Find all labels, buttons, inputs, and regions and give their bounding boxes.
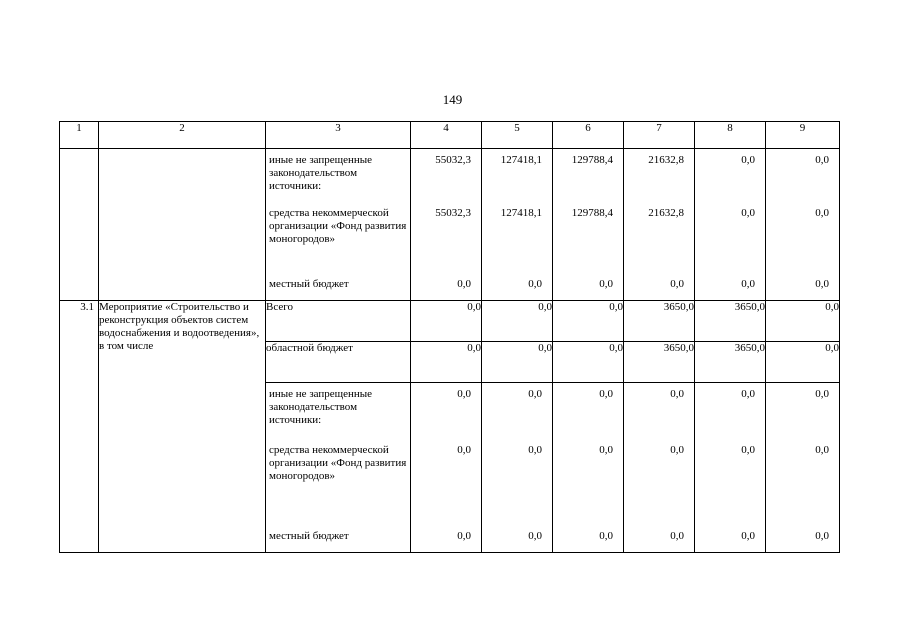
item-value-col-6: 0,0	[553, 342, 624, 383]
item-other-col-4	[411, 383, 482, 553]
item-other-col-8	[695, 383, 766, 553]
continuation-value: 0,0	[815, 207, 829, 219]
continuation-value: 129788,4	[571, 207, 613, 219]
continuation-value: 0,0	[741, 154, 755, 166]
continuation-value-stack	[766, 149, 839, 300]
item-other-value: 0,0	[670, 444, 684, 456]
item-other-value: 0,0	[815, 530, 829, 542]
item-other-source: средства некоммерческой организации «Фонд развития моногородов»	[269, 444, 407, 482]
continuation-value: 55032,3	[435, 154, 471, 166]
header-cell-1: 1	[60, 122, 99, 149]
continuation-value: 0,0	[457, 278, 471, 290]
item-other-value: 0,0	[457, 444, 471, 456]
item-other-value-stack	[482, 383, 552, 552]
item-other-value: 0,0	[599, 530, 613, 542]
continuation-value-stack	[624, 149, 694, 300]
continuation-row	[60, 149, 840, 301]
header-cell-6: 6	[553, 122, 624, 149]
item-other-source-stack	[266, 383, 410, 552]
header-cell-5: 5	[482, 122, 553, 149]
continuation-value: 0,0	[670, 278, 684, 290]
item-value-col-5: 0,0	[482, 301, 553, 342]
item-row	[60, 301, 840, 342]
item-other-value: 0,0	[528, 444, 542, 456]
item-other-value: 0,0	[457, 530, 471, 542]
item-other-value: 0,0	[815, 444, 829, 456]
item-name: Мероприятие «Строительство и реконструкция объектов систем водоснабжения и водоотведения», в том числе	[99, 301, 266, 553]
item-other-value: 0,0	[528, 388, 542, 400]
continuation-value-stack	[695, 149, 765, 300]
continuation-col-6	[553, 149, 624, 301]
item-other-value-stack	[766, 383, 839, 552]
continuation-value: 55032,3	[435, 207, 471, 219]
item-value-col-9: 0,0	[766, 301, 840, 342]
budget-table	[59, 121, 840, 553]
continuation-col-5	[482, 149, 553, 301]
item-other-source: местный бюджет	[269, 530, 349, 542]
item-other-value-stack	[411, 383, 481, 552]
item-other-value-stack	[695, 383, 765, 552]
continuation-col-7	[624, 149, 695, 301]
continuation-value: 21632,8	[648, 207, 684, 219]
continuation-value: 0,0	[815, 278, 829, 290]
continuation-col-9	[766, 149, 840, 301]
continuation-source-stack	[266, 149, 410, 300]
item-value-col-5: 0,0	[482, 342, 553, 383]
item-value-col-4: 0,0	[411, 301, 482, 342]
header-cell-9: 9	[766, 122, 840, 149]
item-other-value: 0,0	[457, 388, 471, 400]
continuation-value: 129788,4	[571, 154, 613, 166]
continuation-source-cell	[266, 149, 411, 301]
header-row	[60, 122, 840, 149]
continuation-value: 0,0	[599, 278, 613, 290]
continuation-value: 0,0	[741, 207, 755, 219]
item-other-value: 0,0	[670, 388, 684, 400]
item-value-col-9: 0,0	[766, 342, 840, 383]
item-other-col-7	[624, 383, 695, 553]
continuation-value: 21632,8	[648, 154, 684, 166]
item-other-source-cell	[266, 383, 411, 553]
header-cell-2: 2	[99, 122, 266, 149]
continuation-value: 0,0	[528, 278, 542, 290]
item-number: 3.1	[60, 301, 99, 553]
item-other-col-6	[553, 383, 624, 553]
continuation-value-stack	[411, 149, 481, 300]
item-other-value: 0,0	[741, 530, 755, 542]
item-other-source: иные не запрещенные законодательством источники:	[269, 388, 373, 426]
continuation-col-8	[695, 149, 766, 301]
continuation-value-stack	[482, 149, 552, 300]
item-value-col-7: 3650,0	[624, 301, 695, 342]
item-other-value: 0,0	[815, 388, 829, 400]
item-other-value: 0,0	[599, 388, 613, 400]
item-other-value-stack	[553, 383, 623, 552]
header-cell-4: 4	[411, 122, 482, 149]
item-other-value: 0,0	[528, 530, 542, 542]
item-other-value: 0,0	[670, 530, 684, 542]
item-other-value: 0,0	[741, 444, 755, 456]
item-other-col-9	[766, 383, 840, 553]
continuation-num-cell	[60, 149, 99, 301]
item-source: областной бюджет	[266, 342, 411, 383]
continuation-col-4	[411, 149, 482, 301]
continuation-value: 0,0	[741, 278, 755, 290]
continuation-source: иные не запрещенные законодательством источники:	[269, 154, 373, 192]
header-cell-3: 3	[266, 122, 411, 149]
header-cell-8: 8	[695, 122, 766, 149]
continuation-source: средства некоммерческой организации «Фонд развития моногородов»	[269, 207, 407, 245]
continuation-value: 127418,1	[500, 154, 542, 166]
item-value-col-8: 3650,0	[695, 301, 766, 342]
item-value-col-4: 0,0	[411, 342, 482, 383]
item-other-col-5	[482, 383, 553, 553]
item-other-value: 0,0	[741, 388, 755, 400]
item-source: Всего	[266, 301, 411, 342]
item-value-col-6: 0,0	[553, 301, 624, 342]
item-value-col-8: 3650,0	[695, 342, 766, 383]
continuation-value: 127418,1	[500, 207, 542, 219]
page-number: 149	[442, 92, 463, 107]
continuation-name-cell	[99, 149, 266, 301]
continuation-source: местный бюджет	[269, 278, 349, 290]
continuation-value-stack	[553, 149, 623, 300]
item-value-col-7: 3650,0	[624, 342, 695, 383]
header-cell-7: 7	[624, 122, 695, 149]
table-body	[60, 122, 840, 553]
continuation-value: 0,0	[815, 154, 829, 166]
item-other-value: 0,0	[599, 444, 613, 456]
item-other-value-stack	[624, 383, 694, 552]
